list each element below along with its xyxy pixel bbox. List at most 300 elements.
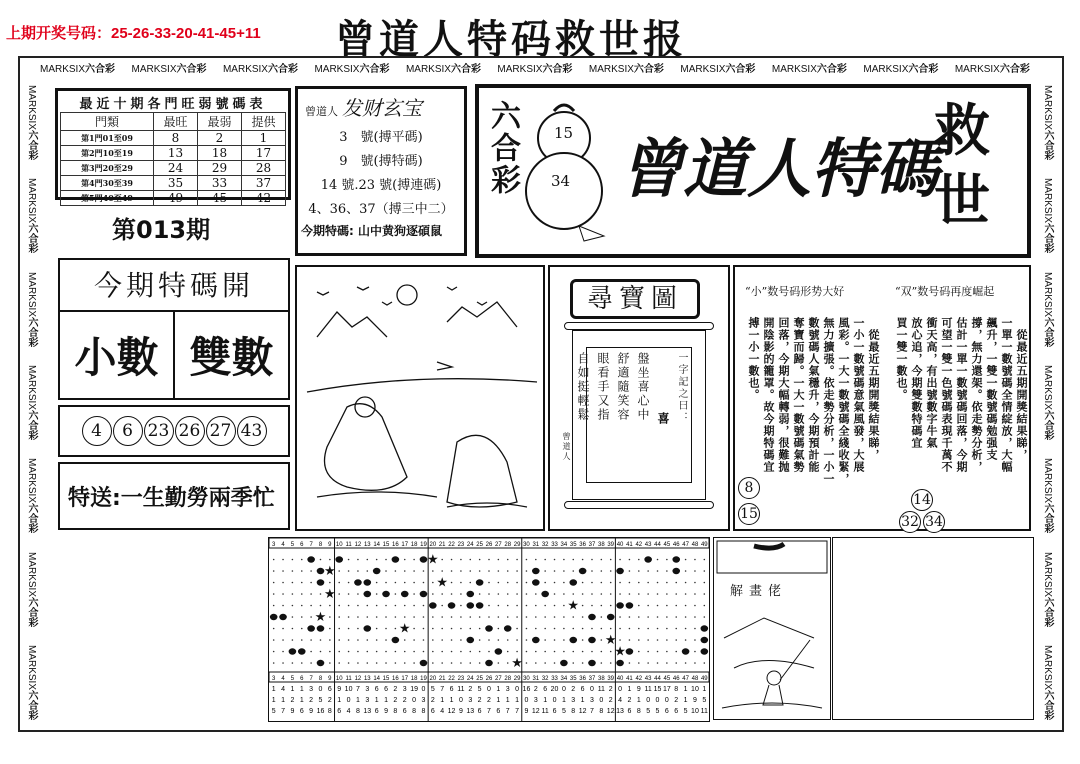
stat-value: 6 [384, 686, 388, 693]
cell-offer: 1 [241, 131, 285, 146]
scroll-rod-bottom [564, 501, 714, 509]
empty-dot [488, 582, 490, 584]
ball: 14 [911, 489, 933, 511]
cell-hot: 49 [153, 191, 197, 206]
hit-dot [420, 660, 428, 666]
col-label: 42 [635, 676, 643, 682]
stat-value: 1 [496, 686, 501, 693]
empty-dot [507, 593, 509, 595]
col-label: 12 [354, 542, 362, 548]
empty-dot [657, 651, 659, 653]
logo-cn: 六合彩 [999, 64, 1030, 75]
empty-dot [526, 628, 528, 630]
cartoon-title: 解畫佬 [730, 584, 788, 599]
empty-dot [535, 662, 537, 664]
empty-dot [357, 559, 359, 561]
empty-dot [610, 582, 612, 584]
empty-dot [516, 593, 518, 595]
stat-value: 10 [691, 686, 699, 693]
col-label: 4 [281, 542, 285, 548]
marksix-logo [589, 60, 664, 82]
col-label: 19 [420, 542, 427, 548]
poem-author: 曾道人 [562, 432, 571, 462]
empty-dot [507, 639, 509, 641]
stat-value: 5 [683, 708, 688, 715]
empty-dot [366, 559, 368, 561]
article-column: 風彩。一大一數號碼全綫收緊， [837, 317, 850, 485]
article-column: 從最近五期開獎結果睇， [1015, 329, 1028, 461]
empty-dot [310, 582, 312, 584]
masthead-title: 曾道人特码救世报 [335, 16, 687, 63]
empty-dot [469, 582, 471, 584]
empty-dot [301, 628, 303, 630]
hit-dot [616, 602, 624, 608]
scroll-rod-top [564, 322, 714, 330]
empty-dot [498, 605, 500, 607]
col-label: 44 [654, 542, 661, 548]
empty-dot [338, 651, 340, 653]
hot-cold-table [55, 88, 291, 205]
empty-dot [376, 593, 378, 595]
empty-dot [385, 628, 387, 630]
empty-dot [273, 628, 275, 630]
empty-dot [601, 559, 603, 561]
stat-value: 0 [590, 686, 594, 693]
logo-cn: 六合彩 [26, 596, 37, 627]
stat-value: 8 [355, 708, 360, 715]
stat-value: 2 [393, 697, 398, 704]
logo-cn: 六合彩 [26, 689, 37, 720]
banner-title: 曾道人特碼 [619, 132, 939, 207]
col-label: 29 [513, 676, 521, 682]
empty-dot [488, 570, 490, 572]
logo-cn: 六合彩 [26, 410, 37, 440]
stat-value: 7 [440, 686, 445, 693]
cell-cold: 18 [197, 146, 241, 161]
number-ball: 6 [113, 416, 143, 446]
article-small-heading: “小”数号码形势大好 [745, 285, 845, 298]
stat-value: 13 [363, 708, 372, 715]
stat-value: 12 [531, 708, 540, 715]
empty-dot [601, 662, 603, 664]
empty-dot [395, 582, 397, 584]
riddle-picture [295, 265, 545, 531]
empty-dot [338, 662, 340, 664]
empty-dot [516, 570, 518, 572]
empty-dot [273, 639, 275, 641]
stat-value: 0 [618, 686, 623, 693]
empty-dot [610, 628, 612, 630]
stat-value: 16 [316, 708, 325, 715]
empty-dot [292, 628, 294, 630]
article-column: 飆升，一雙一數號碼勉强支 [985, 317, 998, 461]
empty-dot [423, 639, 425, 641]
empty-dot [554, 651, 556, 653]
logo-text: MARKSIX [1042, 178, 1053, 224]
empty-dot [385, 616, 387, 618]
empty-dot [544, 662, 546, 664]
logo-text: MARKSIX [1042, 85, 1053, 131]
empty-dot [535, 593, 537, 595]
empty-dot [460, 616, 462, 618]
stat-value: 2 [674, 697, 679, 704]
marksix-logo [24, 178, 39, 253]
stat-value: 2 [393, 686, 398, 693]
hit-dot [401, 591, 409, 597]
stat-value: 0 [561, 686, 566, 693]
empty-dot [498, 639, 500, 641]
table-title: 最近十期各門旺弱號碼表 [79, 97, 267, 112]
col-label: 23 [457, 676, 465, 682]
stat-value: 7 [515, 708, 520, 715]
col-label: 30 [523, 542, 530, 548]
empty-dot [582, 616, 584, 618]
hit-dot [485, 660, 493, 666]
cell-gate: 第3門20至29 [61, 161, 154, 176]
logo-text: MARKSIX [26, 364, 37, 410]
stat-value: 9 [636, 686, 641, 693]
empty-dot [376, 582, 378, 584]
stat-value: 2 [290, 697, 295, 704]
empty-dot [544, 616, 546, 618]
stat-value: 5 [655, 708, 660, 715]
hit-dot [392, 637, 400, 643]
empty-dot [395, 651, 397, 653]
empty-dot [647, 593, 649, 595]
empty-dot [554, 628, 556, 630]
cell-offer: 37 [241, 176, 285, 191]
stat-value: 1 [384, 697, 388, 704]
fisherman-cartoon [714, 538, 830, 719]
col-label: 8 [318, 676, 323, 682]
poem-line: 自如挺輕鬆 [576, 352, 590, 422]
empty-dot [301, 582, 303, 584]
stat-value: 1 [281, 697, 285, 704]
col-label: 16 [392, 676, 399, 682]
col-label: 29 [513, 542, 521, 548]
empty-dot [404, 570, 406, 572]
stat-value: 0 [599, 697, 604, 704]
hit-dot [560, 660, 568, 666]
cell-hot: 13 [153, 146, 197, 161]
empty-dot [675, 651, 677, 653]
empty-dot [282, 639, 284, 641]
empty-dot [591, 651, 593, 653]
stat-value: 2 [608, 686, 613, 693]
empty-dot [404, 605, 406, 607]
empty-dot [301, 605, 303, 607]
empty-dot [469, 662, 471, 664]
stat-value: 1 [496, 697, 501, 704]
hit-dot [607, 614, 615, 620]
hit-dot [569, 579, 577, 585]
empty-dot [432, 651, 434, 653]
empty-dot [694, 570, 696, 572]
empty-dot [385, 662, 387, 664]
logo-text: MARKSIX [131, 64, 177, 75]
empty-dot [554, 616, 556, 618]
logo-cn: 六合彩 [26, 316, 37, 347]
col-label: 49 [700, 676, 708, 682]
empty-dot [657, 616, 659, 618]
empty-dot [329, 605, 331, 607]
stat-value: 3 [402, 686, 407, 693]
stat-value: 3 [468, 697, 473, 704]
empty-dot [619, 639, 621, 641]
stat-value: 8 [674, 686, 679, 693]
empty-dot [292, 616, 294, 618]
scholar-landscape-illustration [297, 267, 543, 529]
cell-offer: 42 [241, 191, 285, 206]
empty-dot [666, 582, 668, 584]
empty-dot [572, 593, 574, 595]
empty-dot [338, 593, 340, 595]
fortune-title: 发财玄宝 [342, 96, 422, 120]
marksix-logo [1040, 645, 1055, 720]
stat-value: 11 [541, 708, 549, 715]
empty-dot [404, 662, 406, 664]
stat-value: 6 [674, 708, 679, 715]
empty-dot [357, 570, 359, 572]
empty-dot [666, 570, 668, 572]
stat-value: 4 [281, 686, 285, 693]
stat-value: 9 [337, 686, 342, 693]
empty-dot [301, 593, 303, 595]
empty-dot [413, 559, 415, 561]
empty-dot [694, 559, 696, 561]
hit-dot [298, 648, 306, 654]
empty-dot [638, 559, 640, 561]
empty-dot [413, 593, 415, 595]
logo-text: MARKSIX [1042, 271, 1053, 317]
empty-dot [329, 651, 331, 653]
col-label: 39 [607, 676, 615, 682]
hit-dot [363, 579, 371, 585]
empty-dot [488, 651, 490, 653]
empty-dot [582, 559, 584, 561]
col-label: 21 [438, 542, 446, 548]
empty-dot [441, 651, 443, 653]
empty-dot [329, 559, 331, 561]
logo-cn: 六合彩 [26, 223, 37, 254]
col-label: 44 [654, 676, 661, 682]
col-label: 16 [392, 542, 399, 548]
empty-dot [460, 605, 462, 607]
empty-dot [572, 628, 574, 630]
empty-dot [479, 559, 481, 561]
stat-value: 1 [580, 697, 585, 704]
empty-dot [704, 605, 706, 607]
empty-dot [619, 582, 621, 584]
empty-dot [675, 639, 677, 641]
poem-line: 一字記之曰： [676, 352, 687, 424]
gourd-number: 15 [554, 124, 574, 142]
empty-dot [320, 593, 322, 595]
empty-dot [544, 628, 546, 630]
col-label: 46 [672, 542, 680, 548]
stat-value: 0 [421, 686, 426, 693]
article-column: 奪寶而歸。一大一數號碼氣勢 [792, 317, 805, 473]
empty-dot [694, 616, 696, 618]
empty-dot [441, 570, 443, 572]
stat-value: 5 [646, 708, 651, 715]
empty-dot [498, 559, 500, 561]
empty-dot [292, 582, 294, 584]
empty-dot [675, 593, 677, 595]
hit-dot [532, 579, 540, 585]
empty-dot [273, 582, 275, 584]
blank-panel [832, 537, 1034, 720]
col-label: 48 [691, 542, 699, 548]
empty-dot [507, 570, 509, 572]
col-label: 40 [616, 542, 624, 548]
col-label: 18 [410, 676, 418, 682]
stat-value: 5 [430, 686, 435, 693]
empty-dot [572, 651, 574, 653]
col-label: 48 [691, 676, 699, 682]
stat-value: 3 [365, 686, 370, 693]
marksix-logo [24, 85, 39, 160]
logo-cn: 六合彩 [26, 130, 37, 161]
empty-dot [320, 639, 322, 641]
empty-dot [535, 628, 537, 630]
empty-dot [460, 559, 462, 561]
fortune-box [295, 86, 467, 256]
empty-dot [647, 651, 649, 653]
empty-dot [554, 639, 556, 641]
col-label: 4 [281, 676, 285, 682]
empty-dot [404, 582, 406, 584]
empty-dot [638, 639, 640, 641]
empty-dot [657, 639, 659, 641]
logo-text: MARKSIX [1042, 364, 1053, 410]
stat-value: 1 [271, 697, 276, 704]
empty-dot [273, 593, 275, 595]
ball: 32 [899, 511, 921, 533]
empty-dot [647, 616, 649, 618]
empty-dot [563, 582, 565, 584]
empty-dot [582, 605, 584, 607]
empty-dot [348, 639, 350, 641]
hit-dot [701, 637, 709, 643]
hit-dot [532, 637, 540, 643]
empty-dot [619, 628, 621, 630]
empty-dot [338, 582, 340, 584]
empty-dot [460, 651, 462, 653]
empty-dot [479, 616, 481, 618]
empty-dot [348, 628, 350, 630]
stat-value: 0 [552, 697, 557, 704]
stat-value: 3 [505, 686, 510, 693]
empty-dot [423, 570, 425, 572]
stat-value: 9 [458, 708, 463, 715]
logo-text: MARKSIX [405, 64, 451, 75]
marksix-logo [955, 60, 1030, 82]
hit-dot [569, 637, 577, 643]
empty-dot [591, 593, 593, 595]
number-ball: 43 [237, 416, 267, 446]
empty-dot [395, 662, 397, 664]
empty-dot [629, 616, 631, 618]
col-label: 20 [429, 542, 437, 548]
stat-value: 2 [627, 697, 632, 704]
article-column: 數號碼人氣穩升，今期預計能 [807, 317, 820, 473]
empty-dot [488, 639, 490, 641]
col-label: 11 [345, 676, 352, 682]
logo-text: MARKSIX [771, 64, 817, 75]
stat-value: 0 [318, 686, 323, 693]
hit-dot [476, 579, 484, 585]
article-column: 一小一數號碼意氣風發，大展 [852, 317, 865, 473]
empty-dot [479, 639, 481, 641]
empty-dot [451, 651, 453, 653]
col-label: 37 [588, 676, 596, 682]
col-label: 36 [579, 676, 586, 682]
empty-dot [591, 559, 593, 561]
empty-dot [666, 559, 668, 561]
number-ball: 27 [206, 416, 236, 446]
empty-dot [498, 616, 500, 618]
cell-cold: 45 [197, 191, 241, 206]
treasure-title: 尋寶圖 [570, 279, 700, 319]
stat-value: 11 [644, 686, 652, 693]
empty-dot [366, 639, 368, 641]
empty-dot [460, 582, 462, 584]
left-logo-strip [24, 85, 39, 720]
col-label: 43 [644, 676, 652, 682]
empty-dot [675, 582, 677, 584]
empty-dot [544, 559, 546, 561]
empty-dot [694, 582, 696, 584]
logo-text: MARKSIX [222, 64, 268, 75]
banner-title-2: 救世 [934, 98, 990, 234]
empty-dot [329, 582, 331, 584]
empty-dot [329, 628, 331, 630]
empty-dot [357, 628, 359, 630]
empty-dot [675, 628, 677, 630]
col-label: 49 [700, 542, 708, 548]
col-label: 18 [410, 542, 418, 548]
stat-value: 1 [337, 697, 342, 704]
hit-dot [382, 591, 390, 597]
stat-value: 0 [524, 697, 529, 704]
empty-dot [441, 628, 443, 630]
col-label: 46 [672, 676, 680, 682]
empty-dot [507, 559, 509, 561]
empty-dot [432, 616, 434, 618]
stat-value: 1 [683, 686, 688, 693]
col-label: 24 [466, 542, 474, 548]
stat-value: 11 [457, 686, 465, 693]
empty-dot [282, 593, 284, 595]
col-label: 15 [382, 676, 390, 682]
empty-dot [629, 628, 631, 630]
empty-dot [348, 559, 350, 561]
col-label: 24 [466, 676, 474, 682]
stat-value: 0 [487, 686, 491, 693]
stat-value: 0 [655, 697, 660, 704]
empty-dot [694, 662, 696, 664]
stat-value: 1 [271, 686, 276, 693]
article-double [889, 317, 1029, 522]
stat-value: 1 [440, 697, 445, 704]
empty-dot [432, 570, 434, 572]
logo-text: MARKSIX [26, 644, 37, 690]
empty-dot [273, 570, 275, 572]
empty-dot [601, 628, 603, 630]
ball: 34 [923, 511, 945, 533]
empty-dot [601, 570, 603, 572]
